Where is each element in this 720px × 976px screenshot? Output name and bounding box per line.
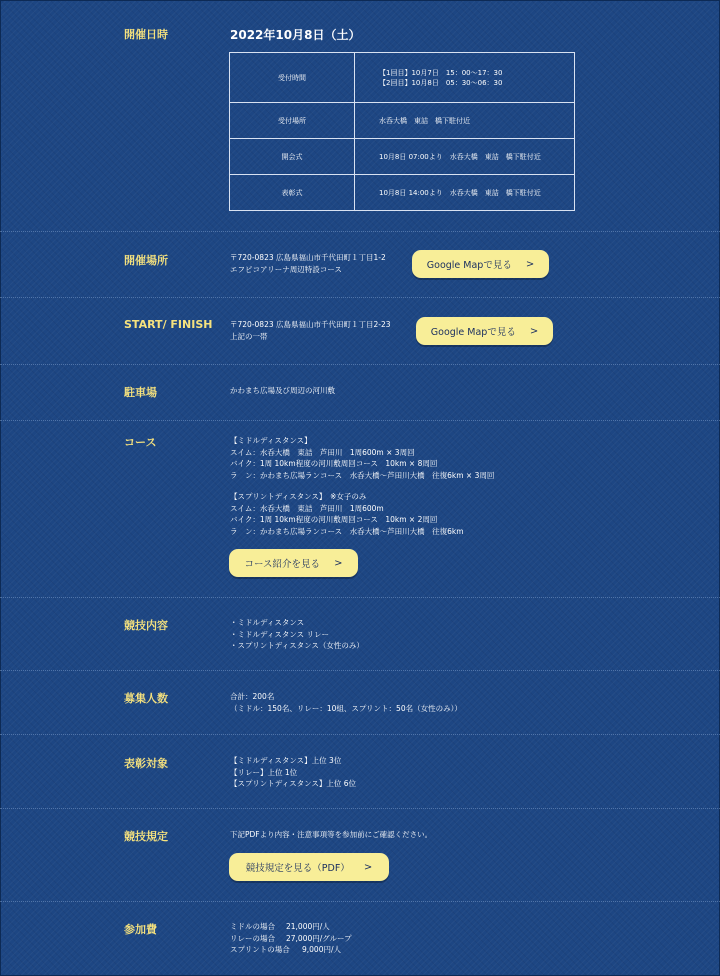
list-item: 【ミドルディスタンス】上位 3位 xyxy=(230,756,342,765)
fee-price: 21,000円/人 xyxy=(286,922,330,931)
capacity-line: 合計：200名 xyxy=(230,692,275,701)
table-row xyxy=(230,53,575,103)
section-label-course: コース xyxy=(124,436,157,449)
schedule-key: 受付場所 xyxy=(230,103,355,139)
section-label-awards: 表彰対象 xyxy=(124,757,168,770)
venue-address xyxy=(230,252,386,275)
section-label-capacity: 募集人数 xyxy=(124,692,168,705)
venue-line: エフピコアリーナ周辺特設コース xyxy=(230,264,342,274)
section-label-events: 競技内容 xyxy=(124,619,168,632)
button-label: Google Mapで見る xyxy=(430,327,516,338)
section-divider xyxy=(0,808,720,809)
course-line: ラ ン：かわまち広場ランコース 水呑大橋〜芦田川大橋 往復6km xyxy=(230,526,464,536)
fee-price: 9,000円/人 xyxy=(302,945,341,954)
table-row xyxy=(230,933,430,945)
fee-name: スプリントの場合 xyxy=(230,945,290,954)
section-divider xyxy=(0,297,720,298)
list-item: ・スプリントディスタンス（女性のみ） xyxy=(230,641,364,650)
course-line: スイム：水呑大橋 東詰 芦田川 1周600m × 3周回 xyxy=(230,447,415,457)
chevron-right-icon: > xyxy=(334,557,343,569)
section-divider xyxy=(0,597,720,598)
button-label: コース紹介を見る xyxy=(244,559,321,570)
schedule-line: 【2回目】10月8日 05：30〜06：30 xyxy=(379,78,503,87)
schedule-value: 水呑大橋 東詰 橋下駐付近 xyxy=(355,103,575,139)
schedule-line: 【1回目】10月7日 15：00〜17：30 xyxy=(379,68,503,77)
chevron-right-icon: > xyxy=(529,325,539,337)
course-sprint xyxy=(230,491,464,537)
course-line: 【ミドルディスタンス】 xyxy=(230,436,312,445)
section-divider xyxy=(0,734,720,735)
schedule-key: 表彰式 xyxy=(230,175,355,211)
start-finish-line: 〒720-0823 広島県福山市千代田町１丁目2-23 xyxy=(230,320,391,329)
list-item: 【リレー】上位 1位 xyxy=(230,767,298,777)
section-label-rules: 競技規定 xyxy=(124,830,168,843)
list-item: ・ミドルディスタンス リレー xyxy=(230,629,330,639)
awards-list xyxy=(230,755,356,790)
schedule-key: 開会式 xyxy=(230,139,355,175)
section-divider xyxy=(0,901,720,902)
course-line: スイム：水呑大橋 東詰 芦田川 1周600m xyxy=(230,503,384,513)
table-row xyxy=(230,103,575,139)
button-label: 競技規定を見る（PDF） xyxy=(245,863,350,874)
fee-name: リレーの場合 xyxy=(230,933,275,943)
schedule-table xyxy=(229,52,575,211)
venue-line: 〒720-0823 広島県福山市千代田町１丁目1-2 xyxy=(230,253,386,262)
fee-table xyxy=(230,921,430,956)
start-finish-line: 上記の一帯 xyxy=(230,331,268,341)
schedule-value xyxy=(355,53,575,103)
course-line: 【スプリントディスタンス】 ※女子のみ xyxy=(230,492,367,501)
table-row xyxy=(230,139,575,175)
capacity-line: （ミドル：150名、リレー：10組、スプリント：50名（女性のみ）） xyxy=(230,703,462,713)
section-divider xyxy=(0,670,720,671)
course-line: バイク：1周 10km程度の河川敷周回コース 10km × 8周回 xyxy=(230,459,438,468)
rules-text: 下記PDFより内容・注意事項等を参加前にご確認ください。 xyxy=(230,830,433,839)
capacity-text xyxy=(230,691,462,714)
schedule-value: 10月8日 07:00より 水呑大橋 東詰 橋下駐付近 xyxy=(355,139,575,175)
start-finish-address xyxy=(230,319,391,342)
button-label: Google Mapで見る xyxy=(426,260,512,271)
fee-name: ミドルの場合 xyxy=(230,922,275,931)
section-divider xyxy=(0,231,720,232)
table-row xyxy=(230,921,430,933)
course-line: バイク：1周 10km程度の河川敷周回コース 10km × 2周回 xyxy=(230,515,438,524)
section-divider xyxy=(0,420,720,421)
table-row xyxy=(230,175,575,211)
venue-google-map-button[interactable] xyxy=(412,250,549,278)
events-list xyxy=(230,617,364,652)
schedule-key: 受付時間 xyxy=(230,53,355,103)
start-finish-google-map-button[interactable] xyxy=(416,317,553,345)
section-label-date: 開催日時 xyxy=(124,28,168,41)
section-label-parking: 駐車場 xyxy=(124,386,157,399)
chevron-right-icon: > xyxy=(525,258,535,270)
rules-pdf-button[interactable] xyxy=(229,853,389,881)
chevron-right-icon: > xyxy=(363,861,373,873)
schedule-value: 10月8日 14:00より 水呑大橋 東詰 橋下駐付近 xyxy=(355,175,575,211)
course-middle xyxy=(230,435,494,481)
section-label-start-finish: START/ FINISH xyxy=(124,318,213,331)
course-line: ラ ン：かわまち広場ランコース 水呑大橋〜芦田川大橋 往復6km × 3周回 xyxy=(230,470,495,480)
section-label-fee: 参加費 xyxy=(124,923,157,936)
list-item: ・ミドルディスタンス xyxy=(230,618,305,627)
list-item: 【スプリントディスタンス】上位 6位 xyxy=(230,779,357,788)
section-divider xyxy=(0,364,720,365)
fee-price: 27,000円/グループ xyxy=(286,933,352,943)
parking-text: かわまち広場及び周辺の河川敷 xyxy=(230,386,335,395)
event-date: 2022年10月8日（土） xyxy=(230,28,361,42)
section-label-venue: 開催場所 xyxy=(124,254,168,267)
table-row xyxy=(230,944,430,956)
course-intro-button[interactable] xyxy=(229,549,358,577)
